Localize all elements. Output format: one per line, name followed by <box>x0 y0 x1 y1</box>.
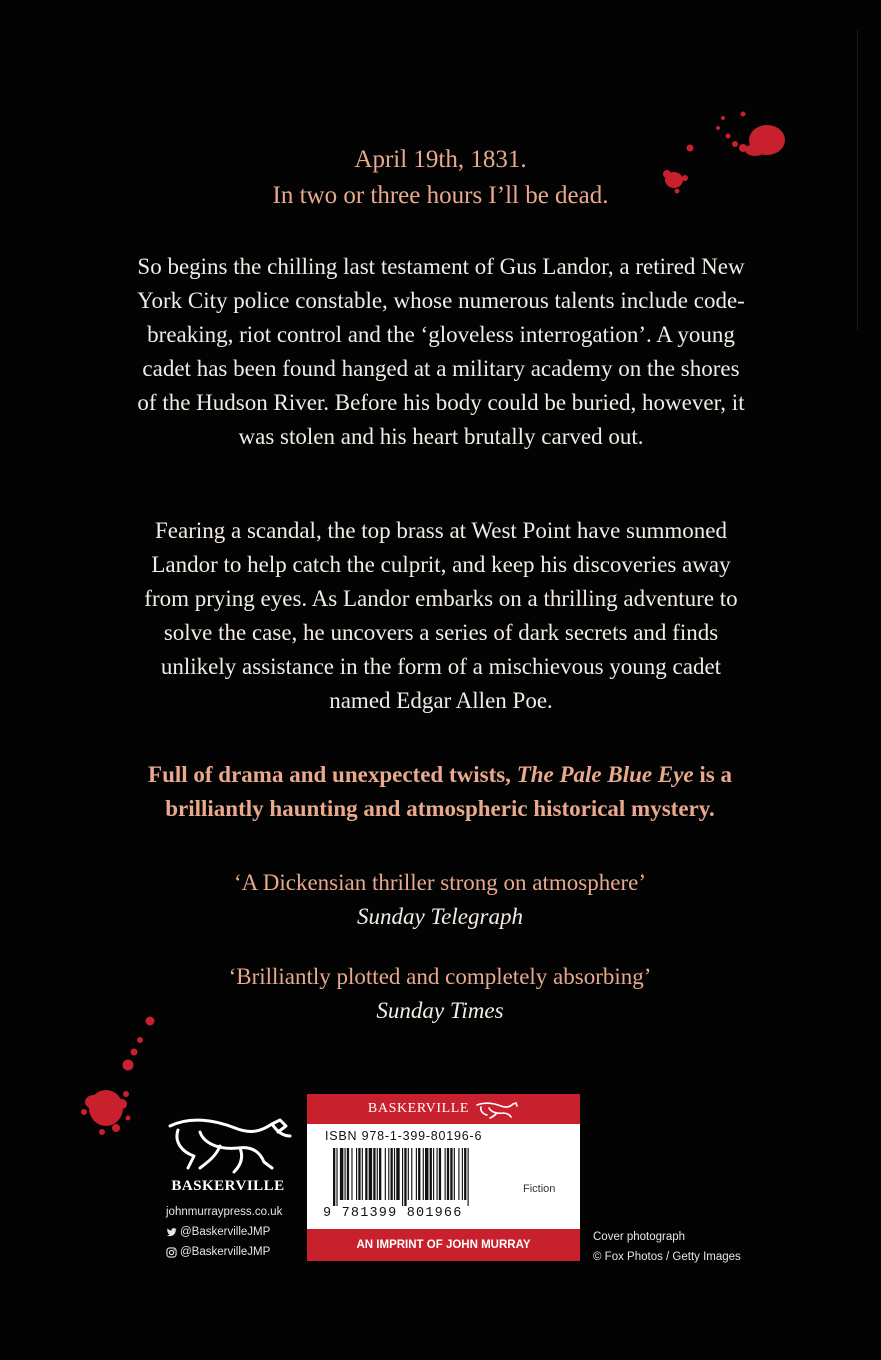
barcode-bar <box>445 1148 446 1200</box>
barcode-bar <box>439 1148 441 1200</box>
barcode-bar <box>362 1148 363 1200</box>
barcode-bar <box>408 1148 409 1200</box>
barcode-bar <box>437 1148 438 1200</box>
barcode-panel <box>307 1094 580 1261</box>
instagram-icon <box>166 1247 177 1258</box>
isbn-text: ISBN 978-1-399-80196-6 <box>325 1129 483 1143</box>
barcode-bar <box>430 1148 432 1200</box>
hound-icon <box>160 1108 296 1176</box>
barcode-icon <box>333 1148 519 1206</box>
intro-date: April 19th, 1831. <box>354 146 527 173</box>
barcode-bar <box>351 1148 352 1200</box>
barcode-bar <box>423 1148 424 1200</box>
barcode-bar <box>340 1148 343 1200</box>
barcode-bar <box>373 1148 375 1200</box>
barcode-footer <box>307 1229 580 1261</box>
barcode-bar <box>388 1148 389 1200</box>
book-title: The Pale Blue Eye <box>516 762 694 787</box>
barcode-bar <box>365 1148 367 1200</box>
barcode-bar <box>458 1148 459 1200</box>
barcode-bar <box>377 1148 378 1200</box>
quote-text: ‘A Dickensian thriller strong on atmosphere’ <box>234 870 646 895</box>
imprint-label: BASKERVILLE <box>367 1101 470 1116</box>
barcode-header <box>307 1094 580 1124</box>
quote-text: ‘Brilliantly plotted and completely absorbing’ <box>228 964 652 989</box>
barcode-bar <box>379 1148 381 1200</box>
website-link[interactable]: johnmurraypress.co.uk <box>166 1206 283 1218</box>
instagram-link[interactable]: @BaskervilleJMP <box>166 1242 282 1262</box>
review-quote-2 <box>120 960 760 1028</box>
barcode-bar <box>418 1148 420 1200</box>
category-label: Fiction <box>523 1183 556 1195</box>
barcode-bar <box>404 1148 406 1206</box>
barcode-bar <box>464 1148 466 1200</box>
barcode-bar <box>369 1148 372 1200</box>
barcode-bar <box>402 1148 403 1206</box>
blood-splatter-bottom-icon <box>72 1010 172 1150</box>
barcode-bar <box>396 1148 399 1200</box>
barcode-bar <box>433 1148 434 1200</box>
blurb-paragraph-2: Fearing a scandal, the top brass at West Point have summoned Landor to help catch the culprit, and keep his discoveries away from prying eyes. As Landor embarks on a thrilling adventure to solve the case, he uncovers a series of dark secrets and finds unlikely assistance in the form of a mischievous young cadet named Edgar Allen Poe. <box>144 518 738 713</box>
pitch-statement: Full of drama and unexpected twists, The Pale Blue Eye is a brilliantly haunting and atmospheric historical mystery. <box>148 762 732 821</box>
intro-lines <box>0 142 881 214</box>
twitter-icon <box>166 1227 177 1238</box>
barcode-bar <box>425 1148 428 1200</box>
quote-source: Sunday Times <box>376 998 504 1023</box>
barcode-bar <box>345 1148 346 1200</box>
barcode-bar <box>447 1148 449 1200</box>
barcode-bar <box>333 1148 335 1206</box>
barcode-bar <box>394 1148 395 1200</box>
barcode-bar <box>391 1148 393 1200</box>
hound-small-icon <box>475 1099 519 1119</box>
publisher-name: BASKERVILLE <box>171 1178 285 1194</box>
barcode-bar <box>468 1148 469 1206</box>
barcode-bar <box>358 1148 360 1200</box>
intro-quote: In two or three hours I’ll be dead. <box>272 182 609 209</box>
barcode-bar <box>356 1148 357 1200</box>
barcode-bar <box>416 1148 417 1200</box>
publisher-links <box>166 1202 282 1262</box>
imprint-note: AN IMPRINT OF JOHN MURRAY <box>356 1239 531 1251</box>
barcode-bar <box>454 1148 455 1200</box>
barcode-bar <box>385 1148 386 1200</box>
twitter-link[interactable]: @BaskervilleJMP <box>166 1222 282 1242</box>
barcode-bar <box>462 1148 463 1200</box>
barcode-bar <box>347 1148 349 1200</box>
barcode-digits: 9 781399 801966 <box>323 1206 463 1221</box>
review-quote-1 <box>120 866 760 934</box>
blurb-paragraph-1: So begins the chilling last testament of Gus Landor, a retired New York City police constable, whose numerous talents include code-breaking, riot control and the ‘gloveless interrogation’. A young cadet has been found hanged at a military academy on the shores of the Hudson River. Before his body could be buried, however, it was stolen and his heart brutally carved out. <box>137 254 745 449</box>
barcode-bar <box>411 1148 412 1200</box>
quote-source: Sunday Telegraph <box>357 904 523 929</box>
barcode-bar <box>336 1148 337 1206</box>
photo-credit: Cover photograph © Fox Photos / Getty Images <box>593 1231 741 1263</box>
barcode-bar <box>450 1148 452 1200</box>
